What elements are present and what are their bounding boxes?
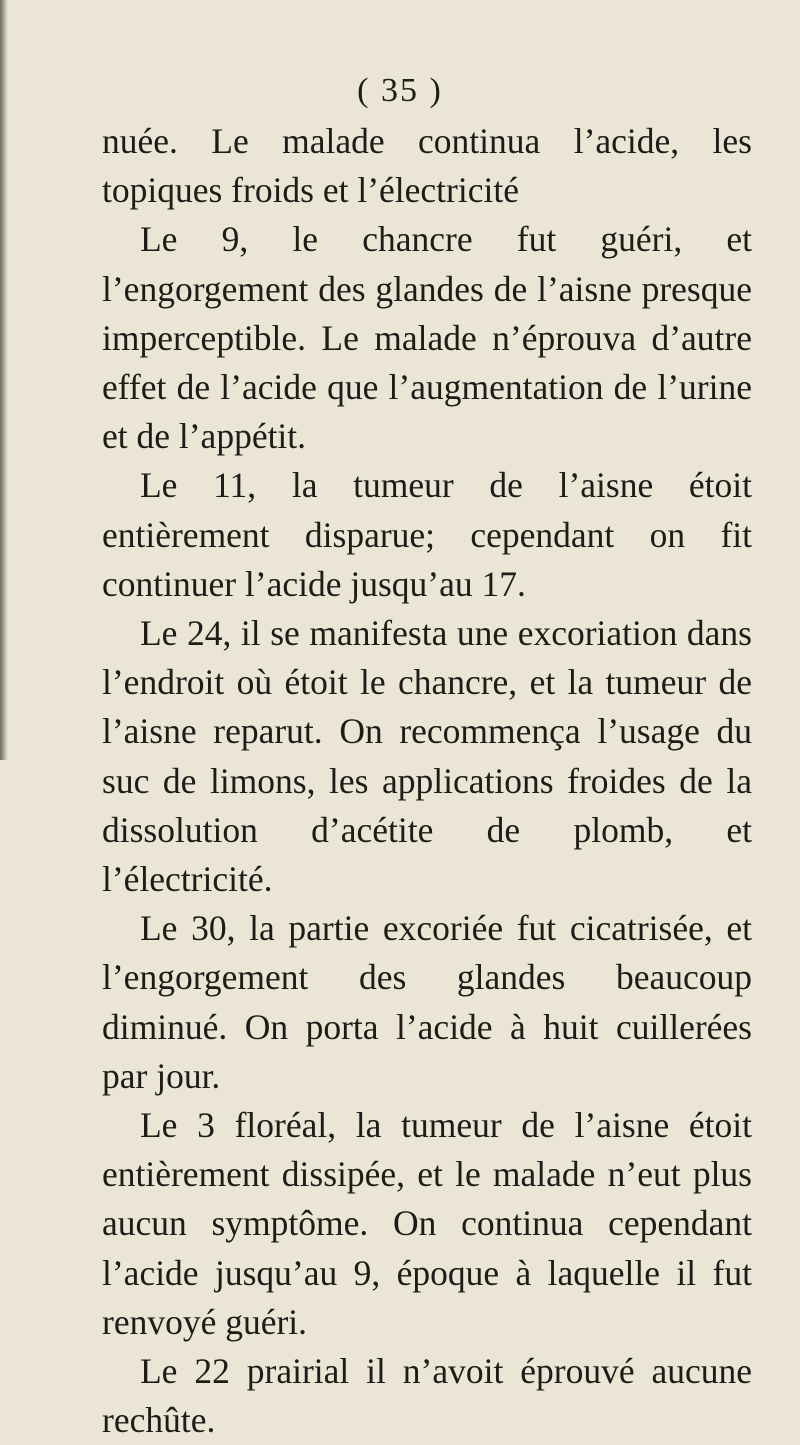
paragraph-day-24: Le 24, il se manifesta une excoriation dans l’endroit où étoit le chancre, et la tumeur de l’aisne reparut. On recommença l’usage du suc de limons, les applications froides de la dissolution d’acétite de plomb, et l’électricité.: [102, 613, 752, 900]
paragraph-prairial-22: Le 22 prairial il n’avoit éprouvé aucune rechûte.: [102, 1351, 752, 1441]
paragraph-day-30: Le 30, la partie excoriée fut cicatrisée, et l’engorgement des glandes beaucoup diminué. On porta l’acide à huit cuillerées par jour.: [102, 908, 752, 1096]
paragraph-floreal-3: Le 3 floréal, la tumeur de l’aisne étoit entièrement dissipée, et le malade n’eut plus aucun symptôme. On continua cependant l’acide jusqu’au 9, époque à laquelle il fut renvoyé guéri.: [102, 1105, 752, 1342]
paragraph-day-11: Le 11, la tumeur de l’aisne étoit entièrement disparue; cependant on fit continuer l’acide jusqu’au 17.: [102, 465, 752, 604]
body-text: [102, 117, 752, 1445]
page-number: ( 35 ): [357, 72, 443, 109]
binding-shadow: [0, 0, 8, 760]
paragraph-day-9: Le 9, le chancre fut guéri, et l’engorgement des glandes de l’aisne presque imperceptible. Le malade n’éprouva d’autre effet de l’acide que l’augmentation de l’urine et de l’appétit.: [102, 219, 752, 457]
paragraph-continuation: nuée. Le malade continua l’acide, les topiques froids et l’électricité: [102, 121, 752, 211]
